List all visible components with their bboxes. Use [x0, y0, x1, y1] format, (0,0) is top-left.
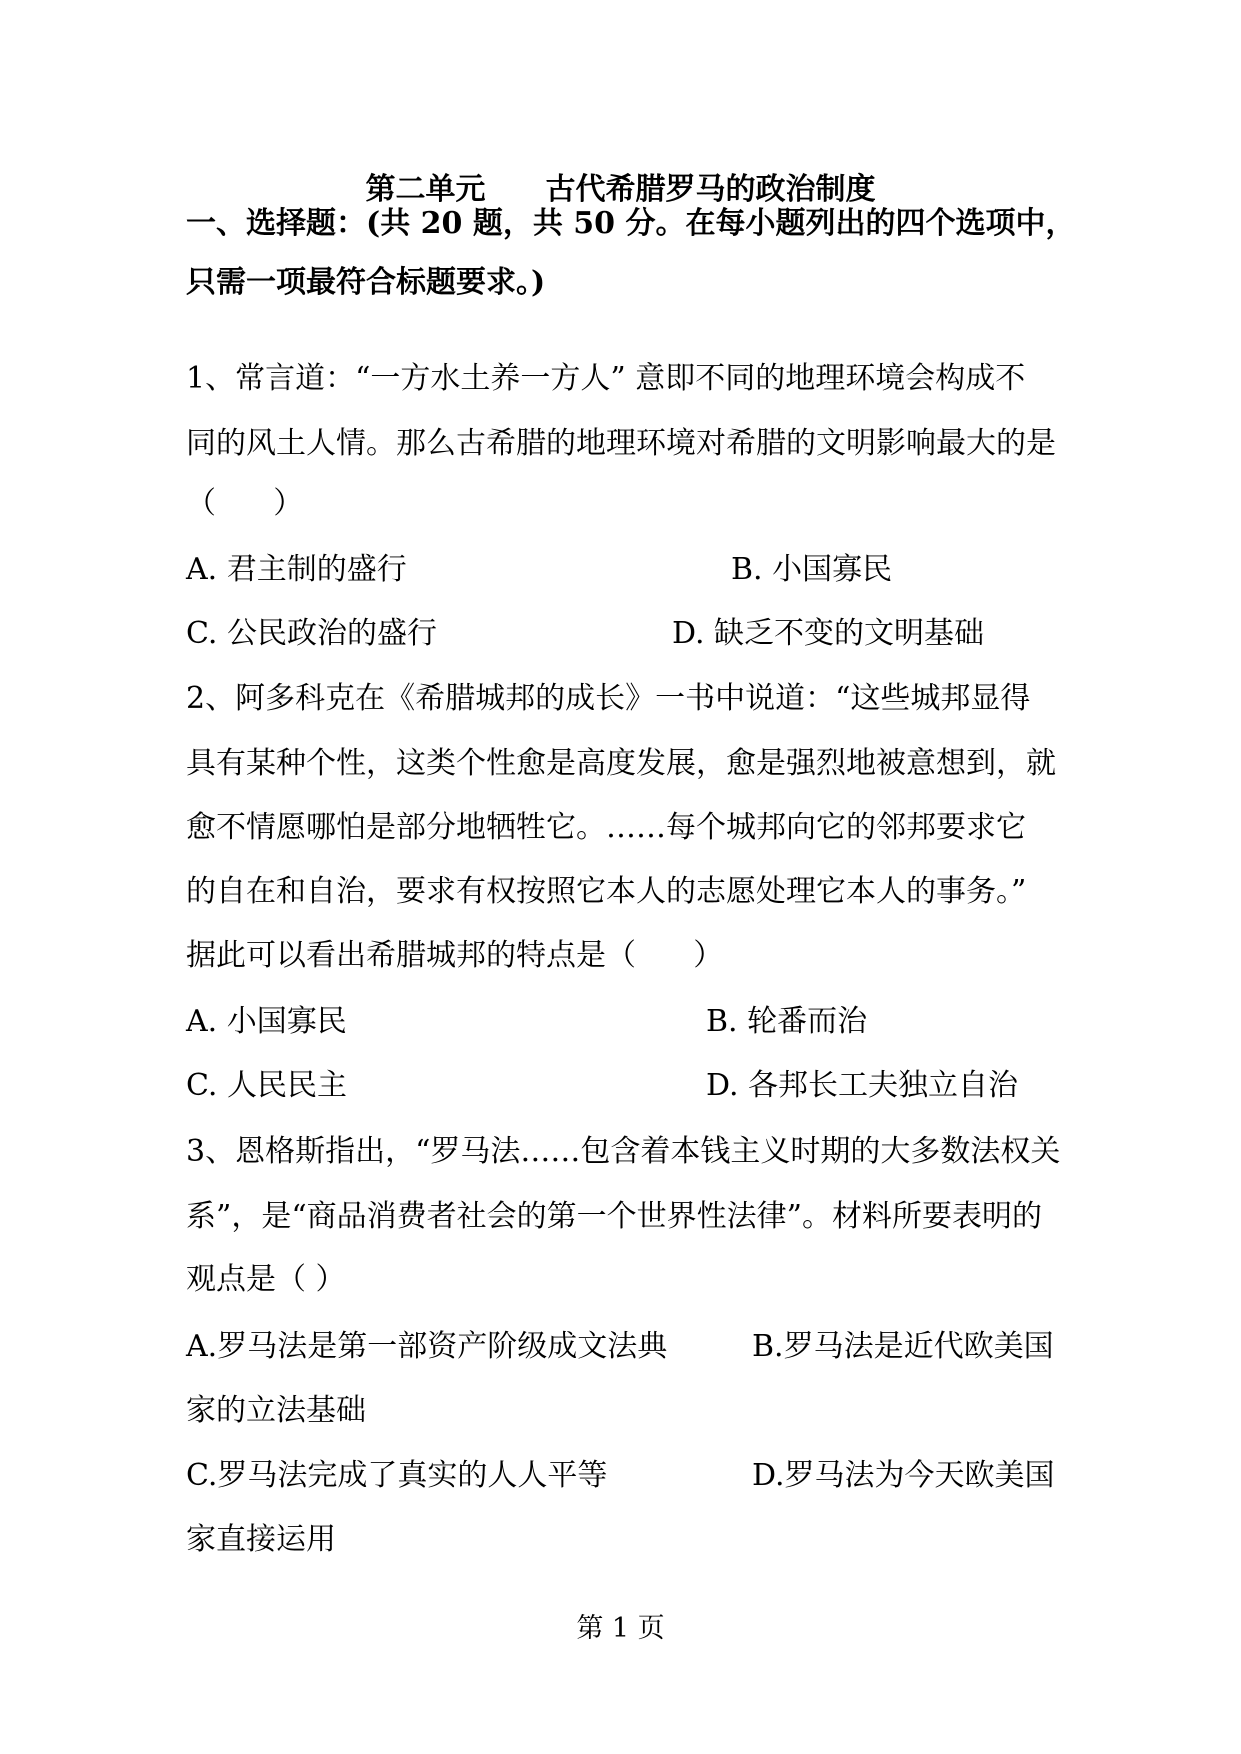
q1-option-c: C. 公民政治的盛行 — [186, 616, 437, 651]
unit-label: 第二单元 — [365, 172, 486, 207]
unit-topic: 古代希腊罗马的政治制度 — [545, 172, 876, 207]
q1-line-2: 同的风土人情。那么古希腊的地理环境对希腊的文明影响最大的是 — [186, 426, 1056, 461]
q3-option-d: D.罗马法为今天欧美国 — [752, 1458, 1055, 1493]
q3-option-c: C.罗马法完成了真实的人人平等 — [186, 1458, 608, 1493]
q1-option-a: A. 君主制的盛行 — [186, 552, 407, 587]
q2-line-1: 2、阿多科克在《希腊城邦的成长》一书中说道：“这些城邦显得 — [186, 681, 1031, 716]
page-title — [0, 164, 1241, 208]
page-number: 第 1 页 — [576, 1613, 665, 1644]
q2-line-2: 具有某种个性，这类个性愈是高度发展，愈是强烈地被意想到，就 — [186, 746, 1056, 781]
q3-option-b: B.罗马法是近代欧美国 — [752, 1329, 1054, 1364]
q3-option-b-continued: 家的立法基础 — [186, 1393, 366, 1428]
section-heading-line-1: 一、选择题：(共 20 题，共 50 分。在每小题列出的四个选项中， — [186, 206, 1076, 241]
q3-line-1: 3、恩格斯指出，“罗马法……包含着本钱主义时期的大多数法权关 — [186, 1134, 1061, 1169]
q3-option-d-continued: 家直接运用 — [186, 1522, 336, 1557]
q2-option-a: A. 小国寡民 — [186, 1004, 347, 1039]
q2-line-5: 据此可以看出希腊城邦的特点是（ ） — [186, 938, 724, 973]
q2-option-c: C. 人民民主 — [186, 1068, 347, 1103]
q2-line-3: 愈不情愿哪怕是部分地牺牲它。……每个城邦向它的邻邦要求它 — [186, 810, 1026, 845]
q3-line-2: 系”，是“商品消费者社会的第一个世界性法律”。材料所要表明的 — [186, 1199, 1043, 1234]
q2-option-d: D. 各邦长工夫独立自治 — [706, 1068, 1019, 1103]
q1-option-b: B. 小国寡民 — [731, 552, 893, 587]
q1-line-1: 1、常言道：“一方水土养一方人” 意即不同的地理环境会构成不 — [186, 361, 1026, 396]
q2-option-b: B. 轮番而治 — [706, 1004, 868, 1039]
q1-line-3: （ ） — [186, 486, 304, 521]
q3-line-3: 观点是（ ） — [186, 1262, 346, 1297]
q1-option-d: D. 缺乏不变的文明基础 — [672, 616, 985, 651]
q3-option-a: A.罗马法是第一部资产阶级成文法典 — [186, 1329, 668, 1364]
q2-line-4: 的自在和自治，要求有权按照它本人的志愿处理它本人的事务。” — [186, 874, 1027, 909]
section-heading-line-2: 只需一项最符合标题要求。) — [186, 265, 546, 300]
